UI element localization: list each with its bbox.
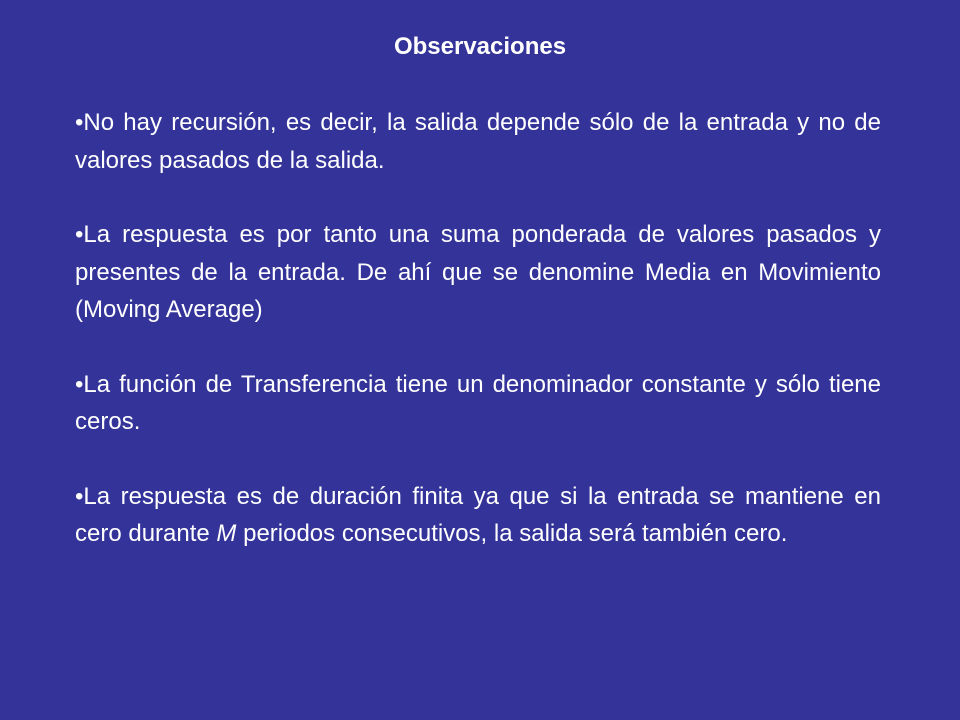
bullet-item-weighted-sum (75, 216, 881, 329)
bullet-text: No hay recursión, es decir, la salida depende sólo de la entrada y no de valores pasados de la salida. (75, 109, 881, 174)
bullet-list (75, 104, 881, 553)
bullet-item-finite-duration (75, 478, 881, 553)
bullet-marker: • (75, 370, 84, 398)
bullet-item-transfer-function (75, 366, 881, 441)
bullet-text-before: La respuesta es de duración finita ya que si la entrada se mantiene en cero durante (75, 482, 881, 547)
bullet-marker: • (75, 221, 84, 248)
bullet-marker: • (75, 109, 84, 136)
bullet-text: La respuesta es por tanto una suma ponderada de valores pasados y presentes de la entrada. De ahí que se denomine Media en Movimiento (Moving Average) (75, 221, 881, 323)
slide-title: Observaciones (393, 33, 567, 60)
bullet-marker: • (75, 482, 84, 510)
bullet-text-after: periodos consecutivos, la salida será también cero. (236, 520, 788, 547)
bullet-text-italic-m: M (216, 520, 237, 547)
bullet-text: La función de Transferencia tiene un denominador constante y sólo tiene ceros. (75, 370, 881, 435)
bullet-item-no-recursion (75, 104, 881, 179)
